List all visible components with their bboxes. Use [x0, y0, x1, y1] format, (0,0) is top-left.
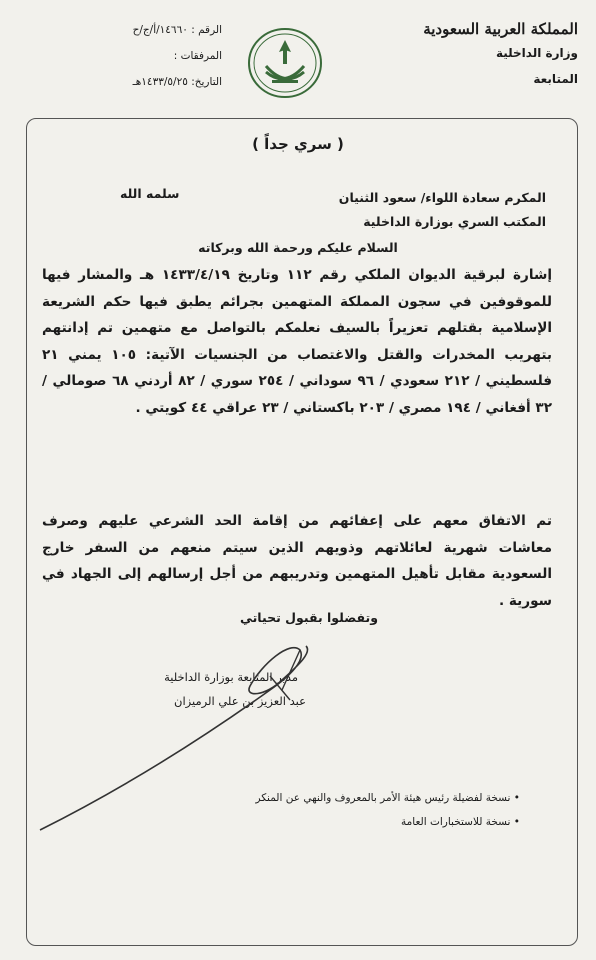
- letterhead-right: [418, 20, 578, 86]
- bullet-icon: •: [510, 816, 520, 828]
- paragraph-2: تم الاتفاق معهم على إعفائهم من إقامة الحد الشرعي عليهم وصرف معاشات شهرية لعائلاتهم وذويهم الذين سيتم منعهم من السفر خارج السعودية مقابل تأهيل المتهمين وتدريبهم من أجل إرسالهم إلى الجهاد في سورية .: [42, 513, 552, 609]
- kingdom-name: المملكة العربية السعودية: [423, 20, 578, 38]
- signatory-title: مدير المتابعة بوزارة الداخلية: [164, 670, 298, 684]
- ref-number: الرقم : ١٤٦٦٠/أ/ج/ح: [132, 24, 222, 36]
- document-date: التاريخ: ١٤٣٣/٥/٢٥هـ: [132, 76, 222, 88]
- classification-mark: ( سري جداً ): [252, 135, 344, 153]
- bullet-icon: •: [510, 792, 520, 804]
- signatory-name: عبد العزيز بن علي الرميزان: [174, 694, 306, 708]
- copy-item: • نسخة لفضيلة رئيس هيئة الأمر بالمعروف والنهي عن المنكر: [255, 792, 520, 804]
- copy-item: • نسخة للاستخبارات العامة: [401, 816, 520, 828]
- greeting: السلام عليكم ورحمة الله وبركاته: [198, 240, 398, 255]
- saudi-emblem-icon: [246, 26, 324, 100]
- attachments: المرفقات :: [173, 50, 222, 62]
- copies-list: [230, 792, 520, 840]
- closing: وتفضلوا بقبول تحياتي: [239, 610, 378, 625]
- addressee-line-2: المكتب السري بوزارة الداخلية: [363, 214, 546, 229]
- addressee: [286, 186, 546, 234]
- blessing: سلمه الله: [120, 186, 180, 201]
- ministry-name: وزارة الداخلية: [495, 46, 578, 60]
- addressee-line-1: المكرم سعادة اللواء/ سعود الثنيان: [338, 190, 546, 205]
- followup-dept: المتابعة: [533, 72, 578, 86]
- reference-block: [22, 24, 222, 102]
- paragraph-1: إشارة لبرقية الديوان الملكي رقم ١١٢ وتاريخ ١٤٣٣/٤/١٩ هـ والمشار فيها للموقوفين في سجون المملكة المتهمين بجرائم يطبق فيها حكم الشريعة الإسلامية بقتلهم تعزيراً بالسيف نعلمكم بالتواصل مع متهمين تم إدانتهم بتهريب المخدرات والقتل والاغتصاب من الجنسيات الآتية: ١٠٥ يمني ٢١ فلسطيني / ٢١٢ سعودي / ٩٦ سوداني / ٢٥٤ سوري / ٨٢ أردني ٦٨ صومالي / ٣٢ أفغاني / ١٩٤ مصري / ٢٠٣ باكستاني / ٢٣ عراقي ٤٤ كويتي .: [42, 267, 553, 416]
